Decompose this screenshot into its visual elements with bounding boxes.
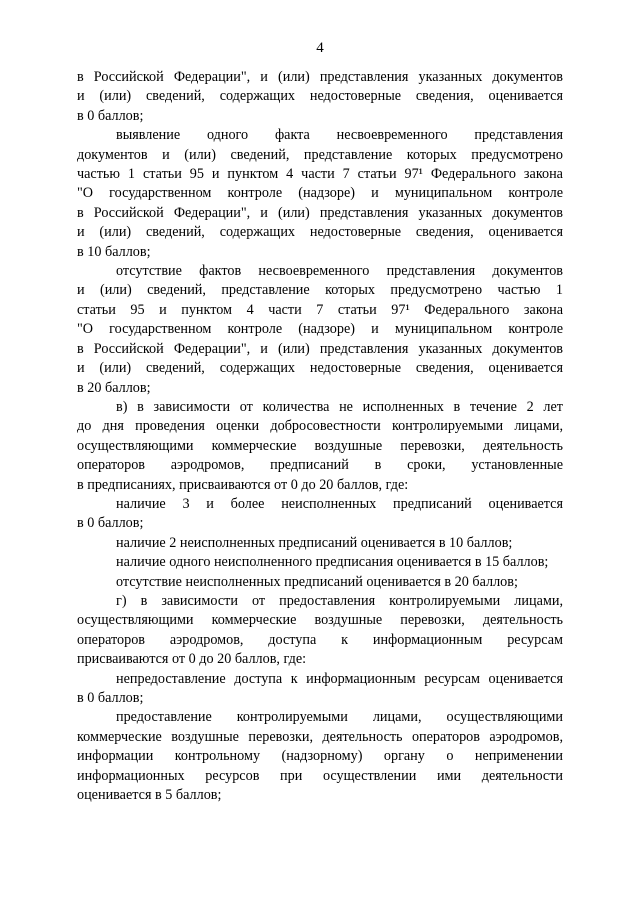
text-line: предоставление контролируемыми лицами, осуществляющими <box>116 709 563 726</box>
text-line: наличие одного неисполненного предписания оценивается в 15 баллов; <box>116 554 549 571</box>
text-line: наличие 3 и более неисполненных предписаний оценивается <box>116 495 563 512</box>
text-line: в 20 баллов; <box>77 379 151 396</box>
text-line: в) в зависимости от количества не исполненных в течение 2 лет <box>116 398 563 415</box>
text-line: г) в зависимости от предоставления контролируемыми лицами, <box>116 592 563 609</box>
text-line: в 0 баллов; <box>77 107 144 124</box>
text-line: выявление одного факта несвоевременного представления <box>116 127 563 144</box>
text-line: в Российской Федерации", и (или) представления указанных документов <box>77 204 563 221</box>
text-line: информации контрольному (надзорному) органу о неприменении <box>77 748 563 765</box>
text-line: частью 1 статьи 95 и пунктом 4 части 7 статьи 97¹ Федерального закона <box>77 166 563 183</box>
text-line: осуществляющими коммерческие воздушные перевозки, деятельность <box>77 612 563 629</box>
text-line: информационных ресурсов при осуществлении ими деятельности <box>77 767 563 784</box>
text-line: наличие 2 неисполненных предписаний оценивается в 10 баллов; <box>116 534 513 551</box>
page-number: 4 <box>316 40 324 56</box>
text-line: оценивается в 5 баллов; <box>77 787 222 804</box>
text-line: операторов аэродромов, предписаний в сроки, установленные <box>77 457 563 474</box>
text-line: "О государственном контроле (надзоре) и муниципальном контроле <box>77 321 563 338</box>
text-line: статьи 95 и пунктом 4 части 7 статьи 97¹ Федерального закона <box>77 301 563 318</box>
text-line: в 0 баллов; <box>77 690 144 706</box>
text-line: в Российской Федерации", и (или) представления указанных документов <box>77 340 563 357</box>
text-line: присваиваются от 0 до 20 баллов, где: <box>77 651 307 668</box>
text-line: до дня проведения оценки добросовестности контролируемыми лицами, <box>77 418 563 435</box>
text-line: и (или) сведений, представление которых предусмотрено частью 1 <box>77 282 563 299</box>
text-line: непредоставление доступа к информационным ресурсам оценивается <box>116 670 563 687</box>
text-line: коммерческие воздушные перевозки, деятельность операторов аэродромов, <box>77 728 563 745</box>
text-line: и (или) сведений, содержащих недостоверные сведения, оценивается <box>77 224 563 241</box>
text-line: и (или) сведений, содержащих недостоверные сведения, оценивается <box>77 88 563 105</box>
text-line: отсутствие фактов несвоевременного представления документов <box>116 263 563 280</box>
document-body <box>77 68 563 805</box>
text-line: "О государственном контроле (надзоре) и муниципальном контроле <box>77 185 563 202</box>
text-line: отсутствие неисполненных предписаний оценивается в 20 баллов; <box>116 573 518 590</box>
text-line: в 10 баллов; <box>77 243 151 260</box>
text-line: и (или) сведений, содержащих недостоверные сведения, оценивается <box>77 360 563 377</box>
text-line: в предписаниях, присваиваются от 0 до 20 баллов, где: <box>77 476 409 493</box>
text-line: в Российской Федерации", и (или) представления указанных документов <box>77 69 563 85</box>
text-line: в 0 баллов; <box>77 515 144 532</box>
text-line: документов и (или) сведений, представление которых предусмотрено <box>77 146 563 163</box>
text-line: операторов аэродромов, доступа к информационным ресурсам <box>77 631 563 648</box>
text-line: осуществляющими коммерческие воздушные перевозки, деятельность <box>77 437 563 454</box>
